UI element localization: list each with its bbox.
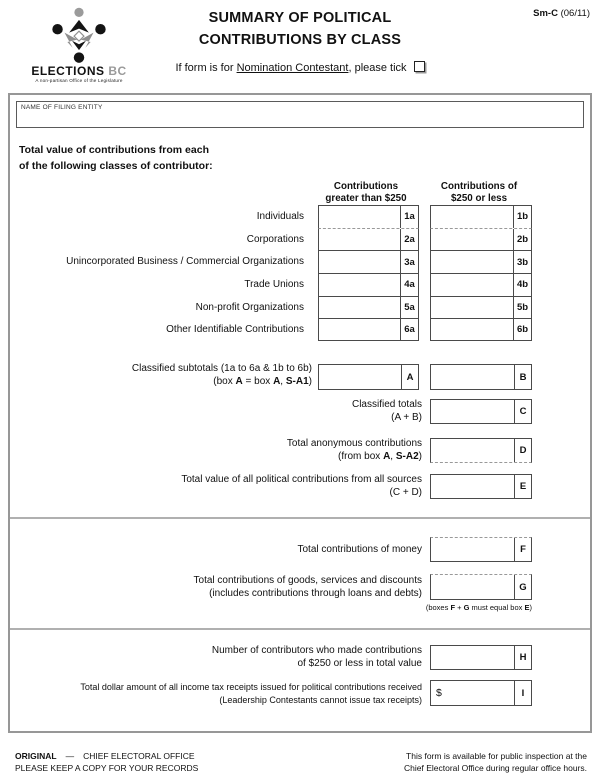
field-G[interactable] <box>430 574 532 600</box>
name-of-filing-entity-value[interactable] <box>21 111 579 121</box>
nomination-checkbox[interactable] <box>414 61 425 72</box>
intro-text: Total value of contributions from each of the following classes of contributor: <box>19 144 213 173</box>
field-3a[interactable] <box>318 250 419 273</box>
field-B[interactable] <box>430 364 532 390</box>
row-label: Unincorporated Business / Commercial Organizations <box>66 256 304 268</box>
table-row-nonprofit-organizations <box>10 296 532 319</box>
footer-original-note: ORIGINAL — CHIEF ELECTORAL OFFICE PLEASE KEEP A COPY FOR YOUR RECORDS <box>15 751 199 773</box>
field-1a[interactable] <box>318 205 419 228</box>
logo-tagline: A non-partisan Office of the Legislature <box>35 78 123 84</box>
tax-receipts-label: Total dollar amount of all income tax receipts issued for political contributions received (Leadership Contestants cannot issue tax receipts) <box>80 682 422 705</box>
contributor-class-table <box>10 205 532 341</box>
field-D[interactable] <box>430 438 532 463</box>
field-5b[interactable] <box>430 296 532 319</box>
code-H: H <box>514 646 531 669</box>
all-sources-label: Total value of all political contributions from all sources (C + D) <box>181 474 422 498</box>
field-3b[interactable] <box>430 250 532 273</box>
code-6b: 6b <box>513 319 531 340</box>
section-divider-2 <box>10 628 590 630</box>
table-row-unincorporated-business <box>10 250 532 273</box>
code-3b: 3b <box>513 251 531 273</box>
nomination-tick-line: If form is for Nomination Contestant, please tick <box>0 61 600 74</box>
form-code: Sm-C (06/11) <box>533 8 590 19</box>
goods-services-label: Total contributions of goods, services and discounts (includes contributions through loans and debts) <box>193 575 422 599</box>
subtotal-label: Classified subtotals (1a to 6a & 1b to 6b) (box A = box A, S-A1) <box>131 363 312 387</box>
field-6a[interactable] <box>318 318 419 341</box>
code-4a: 4a <box>400 274 418 296</box>
field-H[interactable] <box>430 645 532 670</box>
field-C[interactable] <box>430 399 532 424</box>
code-3a: 3a <box>400 251 418 273</box>
code-E: E <box>514 475 531 498</box>
field-I[interactable] <box>430 680 532 706</box>
f-plus-g-note: (boxes F + G must equal box E) <box>425 603 532 612</box>
table-row-trade-unions <box>10 273 532 296</box>
code-5b: 5b <box>513 297 531 319</box>
form-body <box>8 93 592 733</box>
row-label: Trade Unions <box>244 278 304 290</box>
footer-public-inspection-note: This form is available for public inspection at the Chief Electoral Office during regular office hours. <box>403 751 587 773</box>
code-1a: 1a <box>400 206 418 228</box>
code-C: C <box>514 400 531 423</box>
field-A[interactable] <box>318 364 419 390</box>
table-row-individuals <box>10 205 532 228</box>
money-label: Total contributions of money <box>297 544 422 555</box>
field-5a[interactable] <box>318 296 419 319</box>
row-label: Other Identifiable Contributions <box>166 324 304 336</box>
field-2b[interactable] <box>430 228 532 251</box>
row-label: Individuals <box>256 210 304 222</box>
column-header-greater-250: Contributions greater than $250 <box>325 181 407 205</box>
field-2a[interactable] <box>318 228 419 251</box>
section-divider-1 <box>10 517 590 519</box>
name-of-filing-entity-label: NAME OF FILING ENTITY <box>21 104 103 111</box>
dollar-sign: $ <box>436 687 442 699</box>
anonymous-contributions-label: Total anonymous contributions (from box A, S-A2) <box>286 438 422 462</box>
row-label: Non-profit Organizations <box>195 301 304 313</box>
contributor-count-label: Number of contributors who made contributions of $250 or less in total value <box>211 645 422 669</box>
code-4b: 4b <box>513 274 531 296</box>
code-D: D <box>514 439 531 462</box>
field-1b[interactable] <box>430 205 532 228</box>
field-E[interactable] <box>430 474 532 499</box>
field-4b[interactable] <box>430 273 532 296</box>
code-I: I <box>514 681 531 705</box>
code-2a: 2a <box>400 229 418 251</box>
code-1b: 1b <box>513 206 531 228</box>
code-F: F <box>514 538 531 561</box>
code-2b: 2b <box>513 229 531 251</box>
row-label: Corporations <box>246 233 304 245</box>
page-title: SUMMARY OF POLITICAL CONTRIBUTIONS BY CLASS <box>198 10 402 48</box>
classified-totals-label: Classified totals (A + B) <box>351 399 422 423</box>
field-4a[interactable] <box>318 273 419 296</box>
field-F[interactable] <box>430 537 532 562</box>
name-of-filing-entity-field[interactable] <box>16 101 584 128</box>
logo-wordmark: ELECTIONS BC <box>31 64 127 78</box>
table-row-other-identifiable <box>10 318 532 341</box>
table-row-corporations <box>10 228 532 251</box>
code-A: A <box>401 365 418 389</box>
code-B: B <box>514 365 531 389</box>
code-5a: 5a <box>400 297 418 319</box>
field-6b[interactable] <box>430 318 532 341</box>
code-G: G <box>514 575 531 599</box>
column-header-250-or-less: Contributions of $250 or less <box>440 181 518 205</box>
code-6a: 6a <box>400 319 418 340</box>
